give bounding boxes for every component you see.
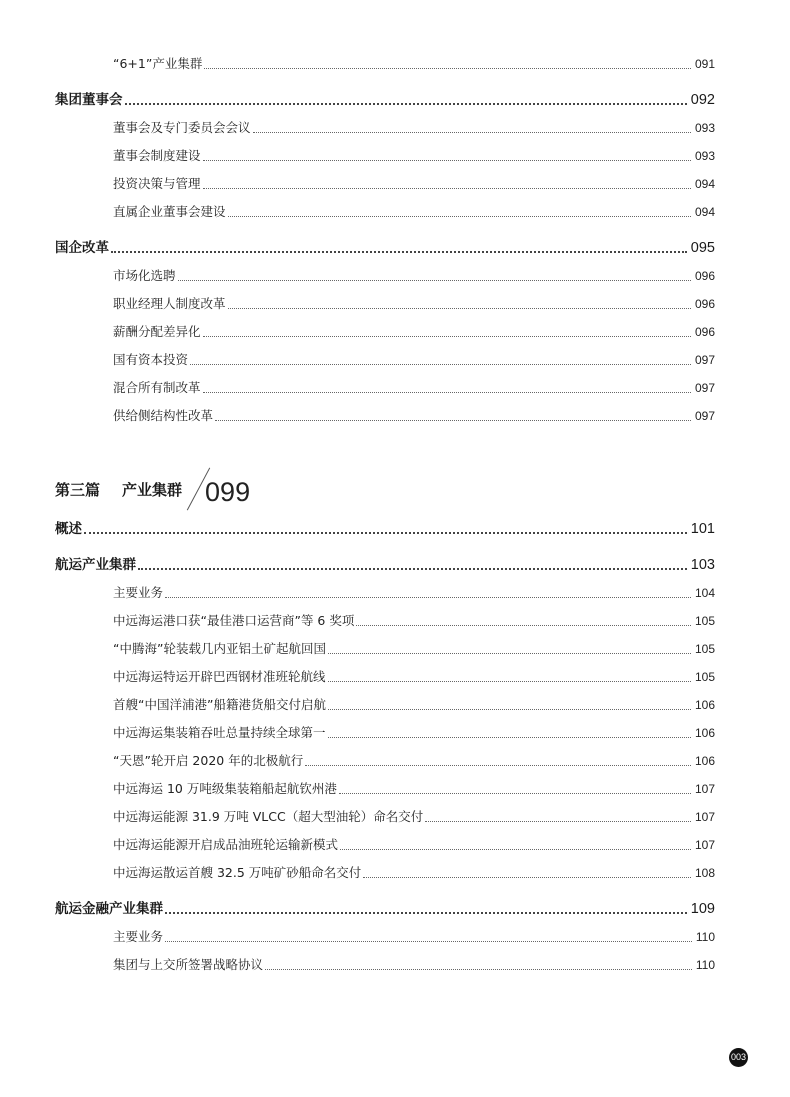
entry-page: 107 — [694, 782, 715, 796]
entry-title: 中远海运特运开辟巴西钢材准班轮航线 — [113, 669, 326, 684]
toc-entry[interactable] — [0, 607, 790, 635]
entry-page: 110 — [695, 930, 715, 944]
entry-title: 董事会制度建设 — [113, 148, 201, 163]
entry-title: 中远海运能源开启成品油班轮运输新模式 — [113, 837, 339, 852]
entry-title: “天恩”轮开启 2020 年的北极航行 — [113, 753, 304, 768]
entry-title: 供给侧结构性改革 — [113, 408, 214, 423]
dot-leader — [228, 308, 691, 309]
page-number-badge: 003 — [729, 1048, 748, 1067]
entry-page: 105 — [694, 614, 715, 628]
entry-page: 103 — [690, 557, 715, 573]
entry-page: 091 — [694, 57, 715, 71]
toc-entry[interactable] — [0, 402, 790, 430]
part-name: 产业集群 — [122, 480, 183, 499]
dot-leader — [328, 709, 691, 710]
dot-leader — [328, 653, 691, 654]
toc-entry[interactable] — [0, 663, 790, 691]
dot-leader — [265, 969, 692, 970]
dot-leader — [203, 160, 691, 161]
toc-chapter-entry[interactable] — [0, 895, 790, 923]
entry-title: 薪酬分配差异化 — [113, 324, 201, 339]
toc-entry[interactable] — [0, 170, 790, 198]
entry-title: 中远海运港口获“最佳港口运营商”等 6 奖项 — [113, 613, 355, 628]
dot-leader — [215, 420, 691, 421]
entry-page: 106 — [694, 726, 715, 740]
part-heading — [55, 466, 250, 512]
toc-entry[interactable] — [0, 923, 790, 951]
entry-page: 094 — [694, 205, 715, 219]
dot-leader — [328, 681, 691, 682]
entry-title: “中腾海”轮装载几内亚铝土矿起航回国 — [113, 641, 326, 656]
entry-page: 097 — [694, 353, 715, 367]
dot-leader — [203, 392, 691, 393]
entry-page: 094 — [694, 177, 715, 191]
dot-leader — [328, 737, 691, 738]
toc-entry[interactable] — [0, 635, 790, 663]
entry-page: 109 — [690, 901, 715, 917]
entry-title: 市场化选聘 — [113, 268, 176, 283]
entry-title: 航运金融产业集群 — [55, 901, 163, 917]
toc-chapter-entry[interactable] — [0, 86, 790, 114]
entry-page: 107 — [694, 810, 715, 824]
dot-leader — [125, 103, 687, 105]
toc-entry[interactable] — [0, 951, 790, 979]
entry-page: 095 — [690, 240, 715, 256]
dot-leader — [178, 280, 691, 281]
dot-leader — [305, 765, 691, 766]
entry-title: 集团与上交所签署战略协议 — [113, 957, 264, 972]
dot-leader — [111, 251, 687, 253]
entry-title: 国企改革 — [55, 240, 109, 256]
entry-title: 中远海运集装箱吞吐总量持续全球第一 — [113, 725, 326, 740]
dot-leader — [84, 532, 687, 534]
entry-page: 106 — [694, 698, 715, 712]
entry-page: 101 — [690, 521, 715, 537]
toc-entry[interactable] — [0, 747, 790, 775]
entry-page: 096 — [694, 325, 715, 339]
dot-leader — [339, 793, 691, 794]
entry-title: 中远海运能源 31.9 万吨 VLCC（超大型油轮）命名交付 — [113, 809, 424, 824]
toc-section-2 — [0, 515, 790, 979]
entry-page: 097 — [694, 409, 715, 423]
entry-page: 110 — [695, 958, 715, 972]
toc-entry[interactable] — [0, 691, 790, 719]
toc-entry[interactable] — [0, 346, 790, 374]
toc-entry[interactable] — [0, 803, 790, 831]
toc-entry[interactable] — [0, 859, 790, 887]
entry-page: 093 — [694, 121, 715, 135]
toc-entry[interactable] — [0, 198, 790, 226]
entry-page: 093 — [694, 149, 715, 163]
toc-entry[interactable] — [0, 50, 790, 78]
entry-page: 096 — [694, 297, 715, 311]
part-page: 099 — [205, 476, 251, 507]
dot-leader — [165, 912, 687, 914]
entry-title: 主要业务 — [113, 929, 164, 944]
toc-entry[interactable] — [0, 142, 790, 170]
entry-page: 104 — [694, 586, 715, 600]
dot-leader — [363, 877, 691, 878]
dot-leader — [190, 364, 691, 365]
part-label: 第三篇 — [55, 480, 101, 499]
entry-title: 中远海运 10 万吨级集装箱船起航钦州港 — [113, 781, 337, 796]
dot-leader — [228, 216, 691, 217]
entry-title: 主要业务 — [113, 585, 164, 600]
entry-page: 106 — [694, 754, 715, 768]
entry-title: 航运产业集群 — [55, 557, 136, 573]
entry-page: 105 — [694, 670, 715, 684]
toc-section-1 — [0, 50, 790, 430]
entry-page: 097 — [694, 381, 715, 395]
entry-title: 中远海运散运首艘 32.5 万吨矿砂船命名交付 — [113, 865, 362, 880]
entry-title: 直属企业董事会建设 — [113, 204, 226, 219]
dot-leader — [203, 336, 691, 337]
toc-entry[interactable] — [0, 318, 790, 346]
dot-leader — [204, 68, 691, 69]
entry-page: 096 — [694, 269, 715, 283]
dot-leader — [356, 625, 691, 626]
toc-chapter-entry[interactable] — [0, 515, 790, 543]
entry-title: 集团董事会 — [55, 92, 123, 108]
dot-leader — [253, 132, 691, 133]
dot-leader — [203, 188, 691, 189]
entry-title: 董事会及专门委员会会议 — [113, 120, 251, 135]
dot-leader — [165, 597, 691, 598]
toc-entry[interactable] — [0, 831, 790, 859]
toc-entry[interactable] — [0, 719, 790, 747]
toc-entry[interactable] — [0, 579, 790, 607]
entry-title: 首艘“中国洋浦港”船籍港货船交付启航 — [113, 697, 326, 712]
toc-entry[interactable] — [0, 775, 790, 803]
toc-entry[interactable] — [0, 114, 790, 142]
toc-entry[interactable] — [0, 374, 790, 402]
entry-title: 概述 — [55, 521, 82, 537]
dot-leader — [340, 849, 691, 850]
entry-page: 105 — [694, 642, 715, 656]
toc-entry[interactable] — [0, 290, 790, 318]
dot-leader — [165, 941, 692, 942]
entry-title: “6+1”产业集群 — [113, 56, 203, 71]
toc-entry[interactable] — [0, 262, 790, 290]
dot-leader — [425, 821, 691, 822]
toc-chapter-entry[interactable] — [0, 551, 790, 579]
entry-title: 职业经理人制度改革 — [113, 296, 226, 311]
toc-chapter-entry[interactable] — [0, 234, 790, 262]
entry-title: 混合所有制改革 — [113, 380, 201, 395]
entry-title: 投资决策与管理 — [113, 176, 201, 191]
entry-title: 国有资本投资 — [113, 352, 189, 367]
entry-page: 107 — [694, 838, 715, 852]
dot-leader — [138, 568, 687, 570]
entry-page: 092 — [690, 92, 715, 108]
entry-page: 108 — [694, 866, 715, 880]
